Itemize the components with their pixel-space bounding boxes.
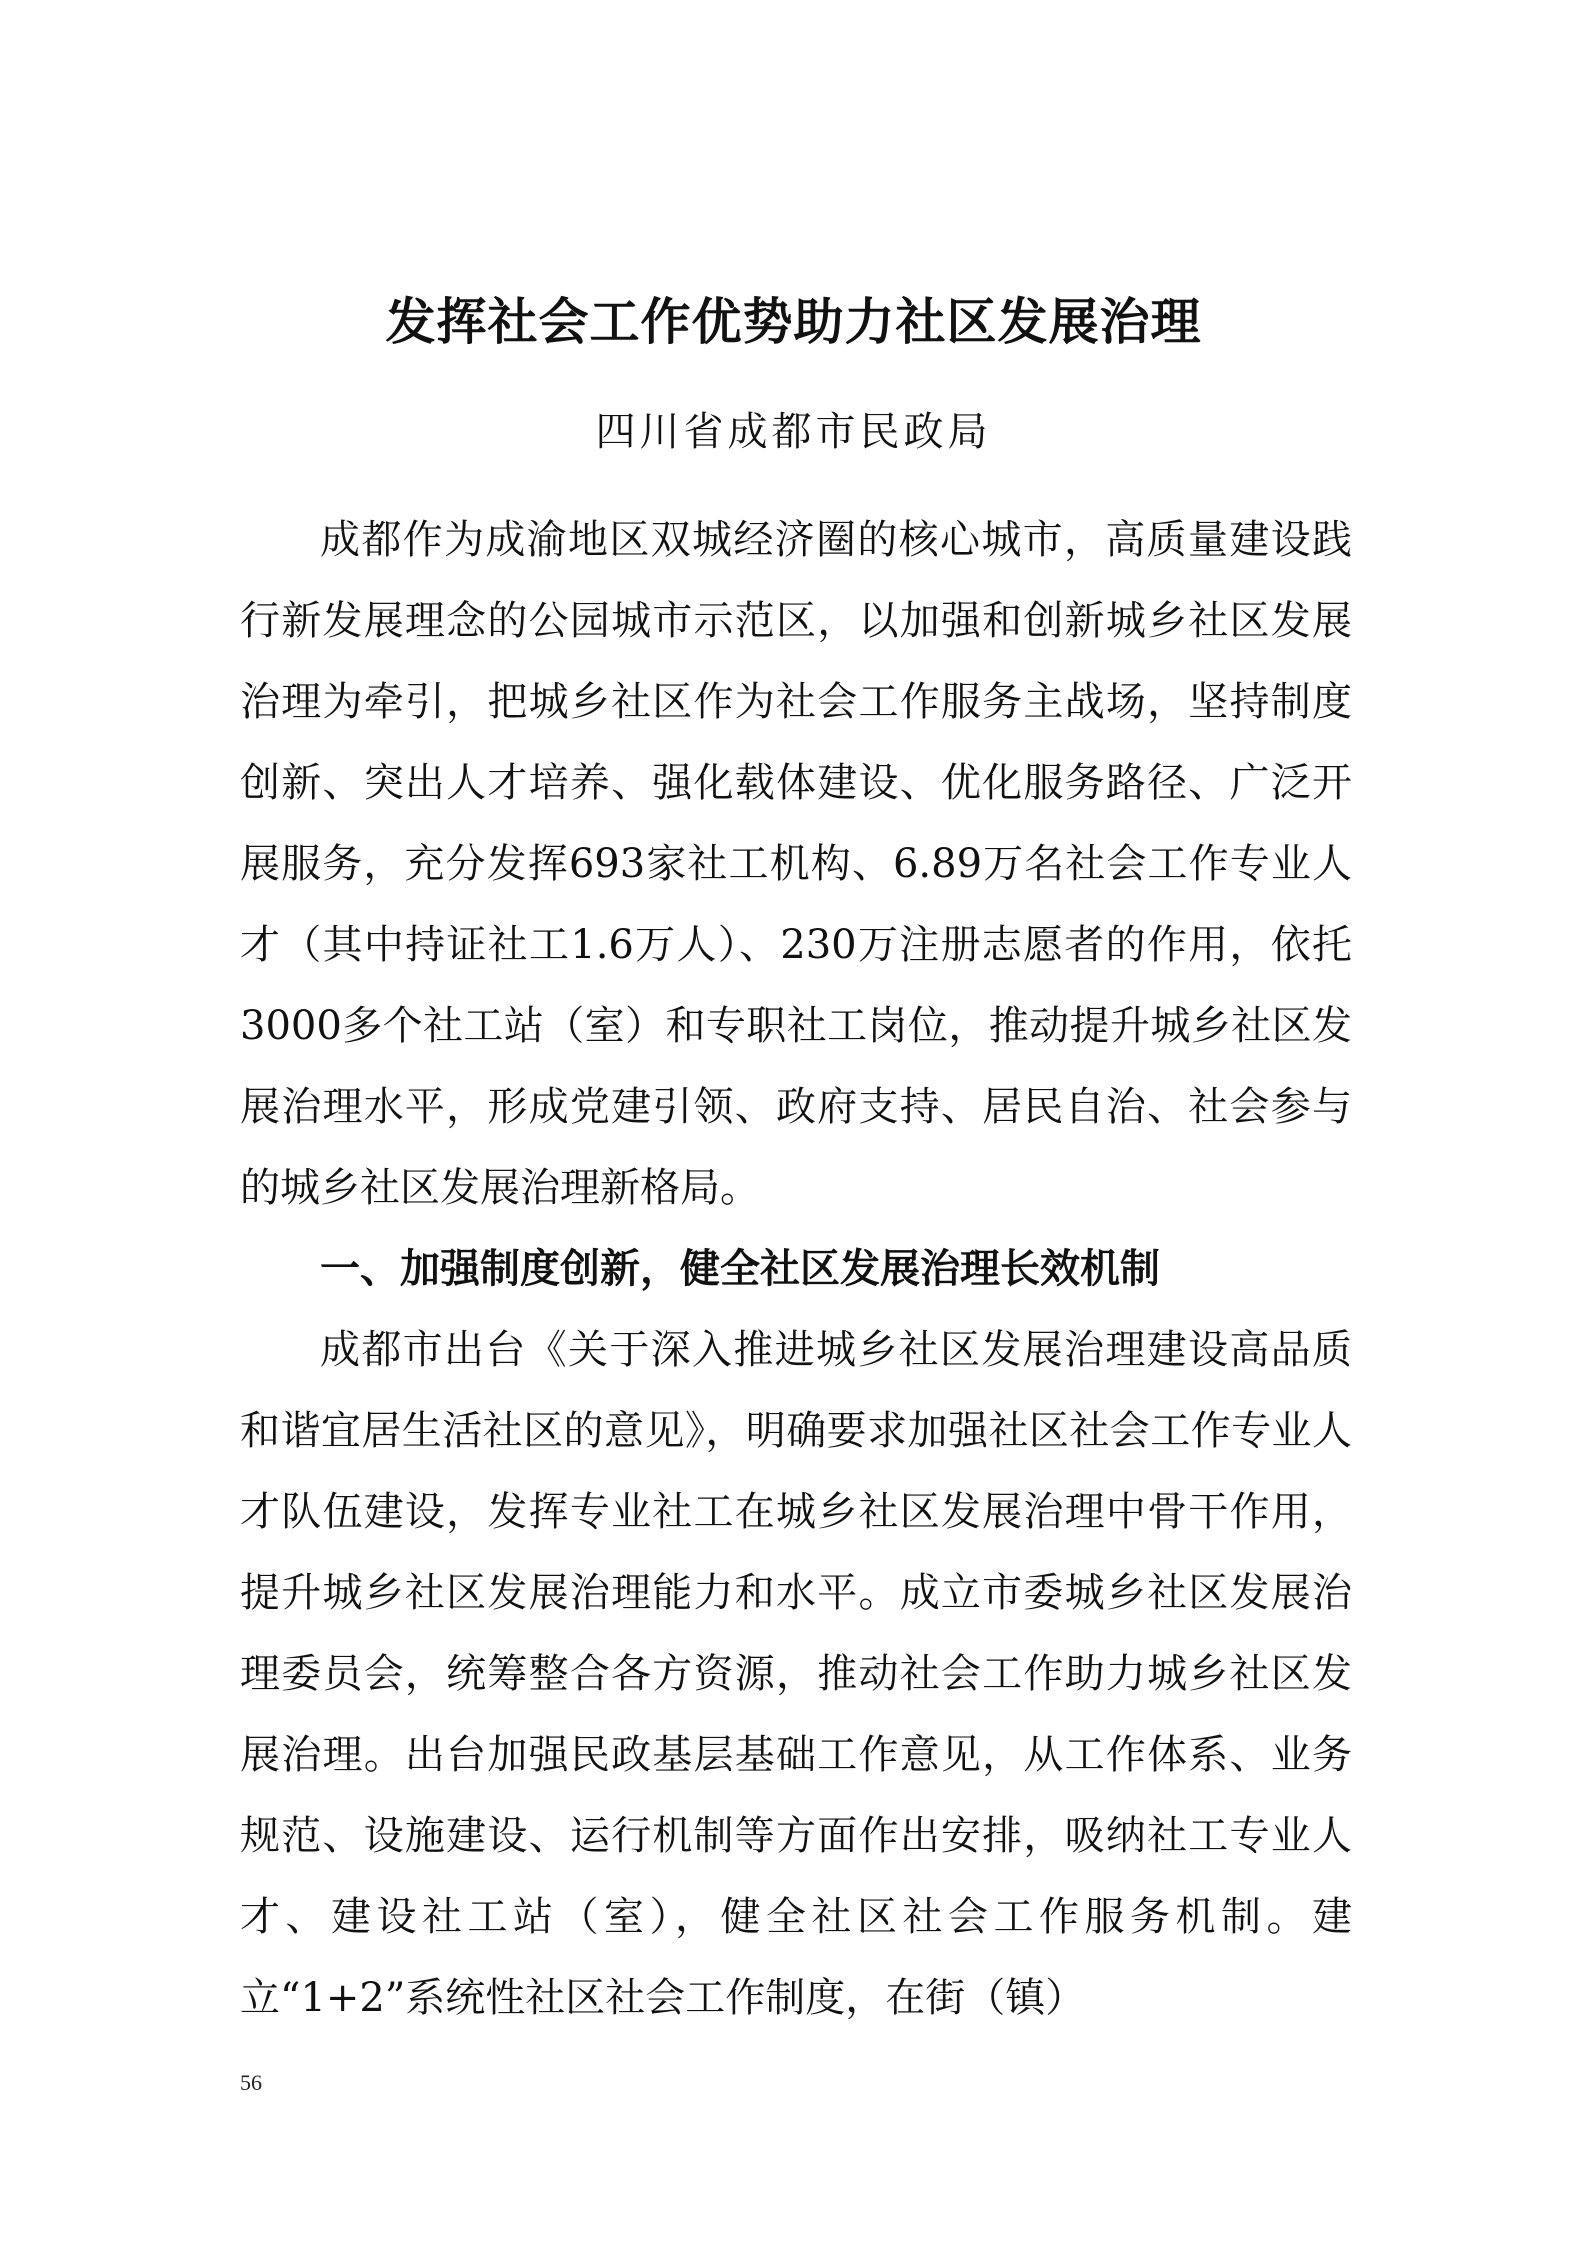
document-title: 发挥社会工作优势助力社区发展治理 [385,292,1202,351]
document-body [240,500,1352,2039]
document-author: 四川省成都市民政局 [595,409,992,455]
page-number: 56 [240,2070,262,2095]
body-paragraph: 成都市出台《关于深入推进城乡社区发展治理建设高品质和谐宜居生活社区的意见》，明确要求加强社区社会工作专业人才队伍建设，发挥专业社工在城乡社区发展治理中骨干作用，提升城乡社区发展治理能力和水平。成立市委城乡社区发展治理委员会，统筹整合各方资源，推动社会工作助力城乡社区发展治理。出台加强民政基层基础工作意见，从工作体系、业务规范、设施建设、运行机制等方面作出安排，吸纳社工专业人才、建设社工站（室），健全社区社会工作服务机制。建立“1+2”系统性社区社会工作制度，在街（镇） [240,1327,1352,2021]
section-heading: 一、加强制度创新，健全社区发展治理长效机制 [320,1246,1160,1292]
body-paragraph: 成都作为成渝地区双城经济圈的核心城市，高质量建设践行新发展理念的公园城市示范区，以加强和创新城乡社区发展治理为牵引，把城乡社区作为社会工作服务主战场，坚持制度创新、突出人才培养、强化载体建设、优化服务路径、广泛开展服务，充分发挥693家社工机构、6.89万名社会工作专业人才（其中持证社工1.6万人）、230万注册志愿者的作用，依托3000多个社工站（室）和专职社工岗位，推动提升城乡社区发展治理水平，形成党建引领、政府支持、居民自治、社会参与的城乡社区发展治理新格局。 [240,517,1352,1211]
